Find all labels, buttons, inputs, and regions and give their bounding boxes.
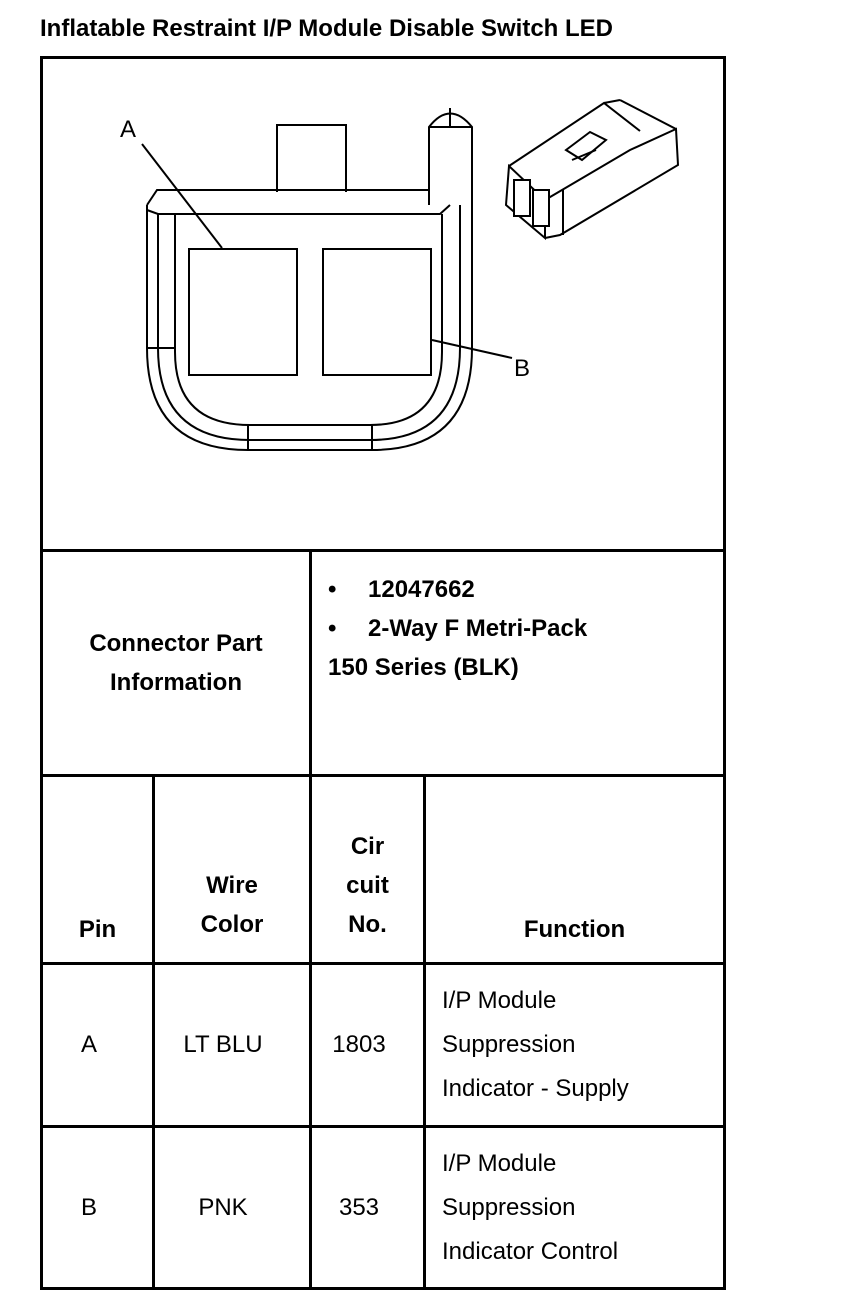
label-b: B	[514, 355, 531, 382]
connector-diagram	[42, 59, 724, 550]
header-wire-line1: Wire	[206, 872, 258, 899]
row-a-function-line1: I/P Module	[442, 987, 557, 1014]
header-circuit-line1: Cir	[350, 833, 385, 860]
bullet-icon: •	[328, 615, 337, 642]
row-b-function-line2: Suppression	[442, 1193, 576, 1221]
header-circuit-line2: cuit	[346, 872, 389, 899]
connector-iso-view	[506, 100, 678, 238]
cavity-b	[323, 249, 431, 375]
list-item	[328, 609, 587, 648]
row-a-pin: A	[80, 1031, 97, 1058]
bullet-icon: •	[328, 576, 337, 603]
row-a-circuit: 1803	[332, 1031, 386, 1058]
header-wire-line2: Color	[200, 911, 264, 938]
connector-info-heading	[43, 552, 309, 774]
header-function-label: Function	[523, 916, 626, 943]
row-b-wire-color: PNK	[198, 1193, 248, 1221]
header-circuit	[312, 777, 423, 962]
header-pin-label: Pin	[78, 916, 117, 943]
list-item	[328, 570, 587, 609]
row-b-pin: B	[80, 1193, 97, 1221]
row-a-wire-color: LT BLU	[183, 1031, 263, 1058]
header-function	[426, 777, 723, 962]
row-b-function-line1: I/P Module	[442, 1149, 557, 1177]
connector-description: 2-Way F Metri-Pack	[368, 615, 588, 642]
row-a-function	[426, 965, 723, 1125]
header-pin	[43, 777, 152, 962]
connector-heading-line2: Information	[110, 669, 242, 696]
row-b-function	[426, 1128, 723, 1287]
label-a: A	[120, 116, 137, 143]
connector-info-list	[328, 570, 587, 687]
header-wire-color	[155, 777, 309, 962]
page-title: Inflatable Restraint I/P Module Disable Switch LED	[40, 15, 613, 42]
part-number: 12047662	[368, 576, 475, 603]
cavity-a	[189, 249, 297, 375]
header-circuit-line3: No.	[348, 911, 387, 938]
connector-series: 150 Series (BLK)	[328, 654, 519, 681]
row-a-function-line3: Indicator - Supply	[442, 1075, 629, 1102]
row-b-circuit: 353	[338, 1193, 380, 1221]
row-a-function-line2: Suppression	[442, 1031, 576, 1058]
row-b-function-line3: Indicator Control	[442, 1237, 619, 1265]
connector-heading-line1: Connector Part	[89, 630, 263, 657]
connector-face-view	[142, 108, 512, 450]
